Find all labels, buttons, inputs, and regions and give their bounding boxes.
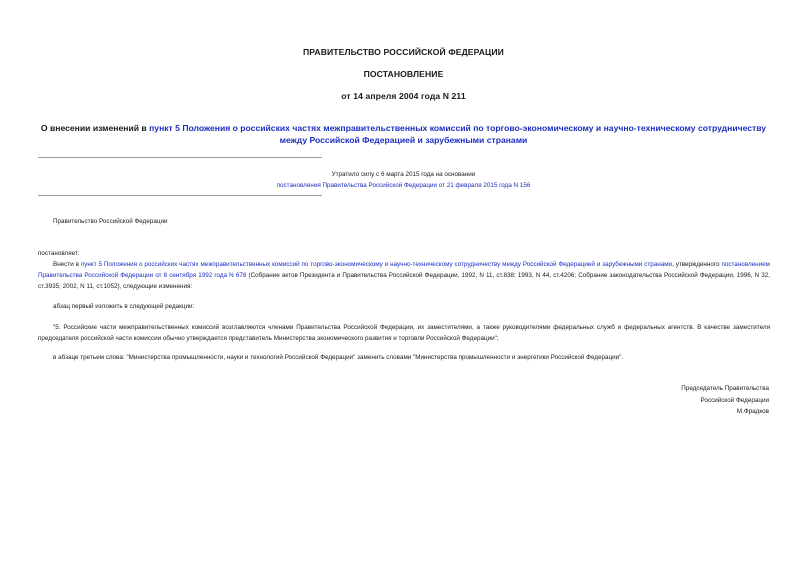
status-note: [0, 169, 807, 191]
paragraph-quote: "5. Российские части межправительственных комиссий возглавляются членами Правительства Российской Федерации, их заместителями, а также руководителями федеральных служб и федеральных агентств. В качестве заместителя председателя российской части комиссии обычно утверждается представитель Министерства экономического развития и торговли Российской Федерации";: [38, 324, 770, 342]
paragraph-first-abzac: абзац первый изложить в следующей редакции:: [53, 303, 195, 310]
amendment-link-point5[interactable]: пункт 5 Положения о российских частях межправительственных комиссий по торгово-экономическому и научно-техническому сотрудничеству между Российской Федерацией и зарубежными странами: [80, 261, 673, 268]
issuer-heading: ПРАВИТЕЛЬСТВО РОССИЙСКОЙ ФЕДЕРАЦИИ: [303, 47, 504, 57]
decrees-line: постановляет:: [38, 250, 80, 257]
divider-bottom: [38, 195, 322, 196]
signature-title: Председатель Правительства: [681, 385, 769, 392]
government-line: Правительство Российской Федерации: [53, 218, 168, 225]
amendment-text-a: Внести в: [53, 261, 81, 268]
signature-country: Российской Федерации: [700, 396, 769, 404]
document-title: [0, 122, 807, 146]
title-link[interactable]: пункт 5 Положения о российских частях межправительственных комиссий по торгово-экономическому и научно-техническому сотрудничеству между Российской Федерацией и зарубежными странами: [149, 123, 767, 145]
signature-name: М.Фрадков: [736, 408, 769, 415]
divider-top: [38, 157, 322, 158]
signature-block: [681, 383, 769, 418]
title-prefix: О внесении изменений в: [40, 123, 150, 133]
document-type: ПОСТАНОВЛЕНИЕ: [363, 69, 444, 79]
amendment-text-c: (Собрание актов Президента и Правительства Российской Федерации, 1992, N 11, ст.838; 1993, N 44, ст.4206; Собрание законодательства Российской Федерации, 1996, N 32, ст.3935; 2002, N 11, ст.1052), следующие изменения:: [38, 272, 771, 290]
document-date: от 14 апреля 2004 года N 211: [341, 91, 466, 101]
status-line: Утратило силу с 6 марта 2015 года на основании: [331, 171, 476, 178]
paragraph-third-abzac: в абзаце третьем слова: "Министерства промышленности, науки и технологий Российской Федерации" заменить словами "Министерства промышленности и энергетики Российской Федерации".: [53, 354, 624, 361]
amendment-text-b: , утвержденного: [672, 261, 722, 268]
status-link[interactable]: постановления Правительства Российской Федерации от 21 февраля 2015 года N 156: [276, 182, 531, 189]
amendment-link-decree678[interactable]: постановлением Правительства Российской Федерации от 8 сентября 1992 года N 678: [38, 261, 770, 279]
paragraph-amendment: [38, 259, 770, 292]
